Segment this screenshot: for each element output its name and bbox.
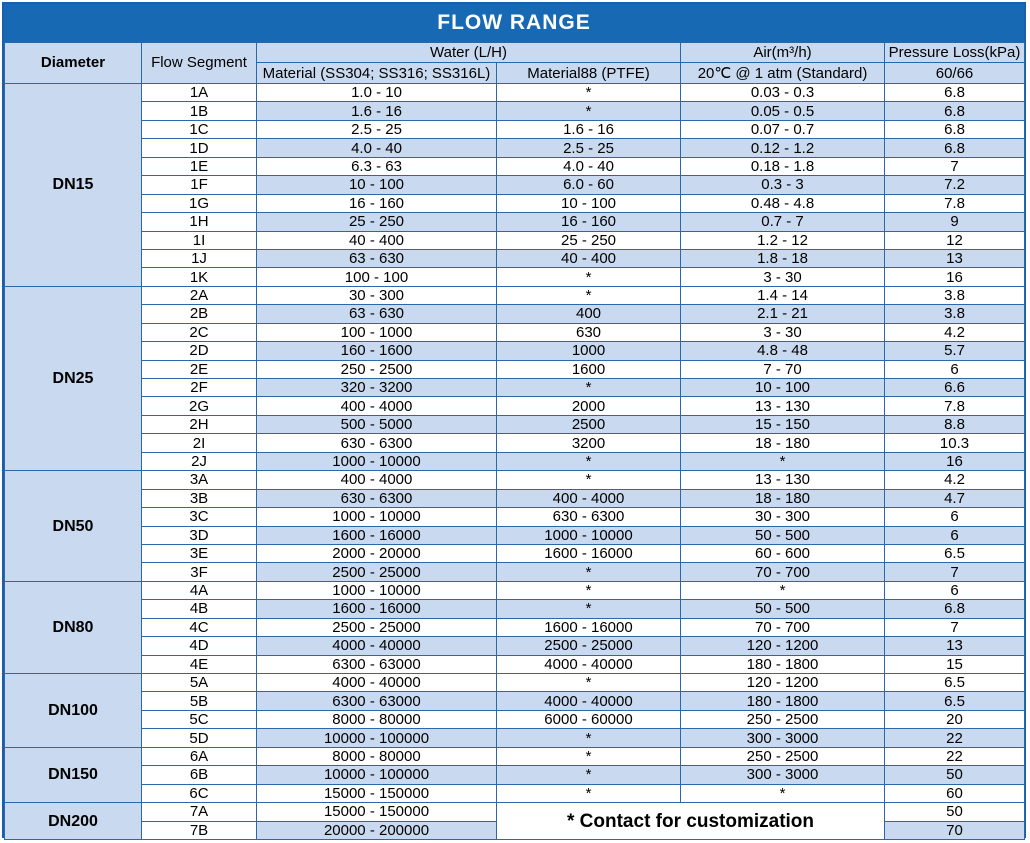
flow-segment-cell: 3B (142, 489, 257, 507)
water-ptfe-cell: 4.0 - 40 (497, 157, 681, 175)
water-steel-cell: 630 - 6300 (257, 489, 497, 507)
flow-segment-cell: 3E (142, 544, 257, 562)
pressure-loss-cell: 16 (885, 268, 1025, 286)
flow-segment-cell: 1G (142, 194, 257, 212)
air-cell: 0.12 - 1.2 (681, 139, 885, 157)
pressure-loss-cell: 6.6 (885, 379, 1025, 397)
pressure-loss-cell: 6 (885, 360, 1025, 378)
flow-range-table-panel (2, 2, 1026, 838)
water-steel-cell: 16 - 160 (257, 194, 497, 212)
header-air: Air(m³/h) (681, 43, 885, 63)
air-cell: 1.4 - 14 (681, 286, 885, 304)
pressure-loss-cell: 10.3 (885, 434, 1025, 452)
water-ptfe-cell: * (497, 268, 681, 286)
header-pressure-loss: Pressure Loss(kPa) (885, 43, 1025, 63)
air-cell: 4.8 - 48 (681, 342, 885, 360)
diameter-cell: DN80 (5, 581, 142, 673)
water-ptfe-cell: 400 - 4000 (497, 489, 681, 507)
flow-segment-cell: 2H (142, 415, 257, 433)
water-ptfe-cell: 3200 (497, 434, 681, 452)
pressure-loss-cell: 5.7 (885, 342, 1025, 360)
air-cell: 180 - 1800 (681, 655, 885, 673)
air-cell: 180 - 1800 (681, 692, 885, 710)
pressure-loss-cell: 13 (885, 249, 1025, 267)
table-row (5, 231, 1025, 249)
water-steel-cell: 8000 - 80000 (257, 747, 497, 765)
air-cell: 1.8 - 18 (681, 249, 885, 267)
air-cell: 13 - 130 (681, 471, 885, 489)
water-steel-cell: 10000 - 100000 (257, 729, 497, 747)
air-cell: 120 - 1200 (681, 637, 885, 655)
pressure-loss-cell: 4.2 (885, 323, 1025, 341)
water-ptfe-cell: 40 - 400 (497, 249, 681, 267)
diameter-cell: DN100 (5, 674, 142, 748)
water-ptfe-cell: 2.5 - 25 (497, 139, 681, 157)
water-steel-cell: 4000 - 40000 (257, 674, 497, 692)
water-steel-cell: 160 - 1600 (257, 342, 497, 360)
flow-segment-cell: 1C (142, 120, 257, 138)
water-steel-cell: 1.0 - 10 (257, 84, 497, 102)
water-steel-cell: 1000 - 10000 (257, 508, 497, 526)
table-row (5, 268, 1025, 286)
flow-segment-cell: 7A (142, 803, 257, 821)
flow-segment-cell: 1F (142, 176, 257, 194)
air-cell: 250 - 2500 (681, 710, 885, 728)
flow-segment-cell: 3F (142, 563, 257, 581)
air-cell: 7 - 70 (681, 360, 885, 378)
air-cell: 120 - 1200 (681, 674, 885, 692)
flow-segment-cell: 2D (142, 342, 257, 360)
water-ptfe-cell: 400 (497, 305, 681, 323)
air-cell: 3 - 30 (681, 268, 885, 286)
table-row (5, 544, 1025, 562)
pressure-loss-cell: 15 (885, 655, 1025, 673)
water-steel-cell: 2.5 - 25 (257, 120, 497, 138)
pressure-loss-cell: 7.8 (885, 397, 1025, 415)
air-cell: 13 - 130 (681, 397, 885, 415)
water-steel-cell: 630 - 6300 (257, 434, 497, 452)
pressure-loss-cell: 6.5 (885, 544, 1025, 562)
pressure-loss-cell: 4.2 (885, 471, 1025, 489)
table-row (5, 120, 1025, 138)
table-row (5, 360, 1025, 378)
water-ptfe-cell: 1600 - 16000 (497, 544, 681, 562)
pressure-loss-cell: 60 (885, 784, 1025, 802)
table-row (5, 249, 1025, 267)
flow-segment-cell: 1I (142, 231, 257, 249)
flow-segment-cell: 4E (142, 655, 257, 673)
page-title: FLOW RANGE (4, 4, 1024, 42)
table-row (5, 747, 1025, 765)
pressure-loss-cell: 7 (885, 157, 1025, 175)
pressure-loss-cell: 6.5 (885, 692, 1025, 710)
water-ptfe-cell: * (497, 84, 681, 102)
flow-segment-cell: 2F (142, 379, 257, 397)
table-row (5, 102, 1025, 120)
water-steel-cell: 15000 - 150000 (257, 803, 497, 821)
pressure-loss-cell: 6.8 (885, 139, 1025, 157)
flow-segment-cell: 2E (142, 360, 257, 378)
flow-segment-cell: 2C (142, 323, 257, 341)
table-row (5, 452, 1025, 470)
table-row (5, 84, 1025, 102)
table-row (5, 415, 1025, 433)
air-cell: * (681, 452, 885, 470)
flow-segment-cell: 3C (142, 508, 257, 526)
water-steel-cell: 100 - 100 (257, 268, 497, 286)
air-cell: 250 - 2500 (681, 747, 885, 765)
water-ptfe-cell: * (497, 784, 681, 802)
diameter-cell: DN150 (5, 747, 142, 802)
flow-segment-cell: 6A (142, 747, 257, 765)
table-row (5, 710, 1025, 728)
air-cell: 30 - 300 (681, 508, 885, 526)
water-ptfe-cell: 2500 - 25000 (497, 637, 681, 655)
flow-segment-cell: 5C (142, 710, 257, 728)
diameter-cell: DN50 (5, 471, 142, 582)
diameter-cell: DN15 (5, 84, 142, 287)
customization-note: * Contact for customization (497, 803, 885, 840)
flow-segment-cell: 5A (142, 674, 257, 692)
flow-segment-cell: 2B (142, 305, 257, 323)
water-ptfe-cell: * (497, 729, 681, 747)
diameter-cell: DN25 (5, 286, 142, 470)
pressure-loss-cell: 7.2 (885, 176, 1025, 194)
water-steel-cell: 10000 - 100000 (257, 766, 497, 784)
water-ptfe-cell: 1600 (497, 360, 681, 378)
air-cell: 10 - 100 (681, 379, 885, 397)
water-steel-cell: 10 - 100 (257, 176, 497, 194)
pressure-loss-cell: 50 (885, 803, 1025, 821)
water-steel-cell: 4.0 - 40 (257, 139, 497, 157)
table-row (5, 803, 1025, 821)
water-steel-cell: 1000 - 10000 (257, 581, 497, 599)
flow-segment-cell: 1B (142, 102, 257, 120)
pressure-loss-cell: 6.8 (885, 102, 1025, 120)
water-steel-cell: 1600 - 16000 (257, 600, 497, 618)
flow-segment-cell: 4B (142, 600, 257, 618)
diameter-cell: DN200 (5, 803, 142, 840)
water-ptfe-cell: * (497, 452, 681, 470)
flow-segment-cell: 1H (142, 213, 257, 231)
pressure-loss-cell: 6 (885, 508, 1025, 526)
air-cell: 50 - 500 (681, 526, 885, 544)
header-water-material-ptfe: Material88 (PTFE) (497, 63, 681, 84)
table-row (5, 563, 1025, 581)
pressure-loss-cell: 8.8 (885, 415, 1025, 433)
header-diameter: Diameter (5, 43, 142, 84)
table-row (5, 176, 1025, 194)
pressure-loss-cell: 6 (885, 526, 1025, 544)
water-steel-cell: 6300 - 63000 (257, 655, 497, 673)
flow-segment-cell: 1K (142, 268, 257, 286)
flow-segment-cell: 6C (142, 784, 257, 802)
air-cell: 0.05 - 0.5 (681, 102, 885, 120)
water-steel-cell: 20000 - 200000 (257, 821, 497, 839)
flow-segment-cell: 1A (142, 84, 257, 102)
table-row (5, 655, 1025, 673)
water-ptfe-cell: 1600 - 16000 (497, 618, 681, 636)
pressure-loss-cell: 7 (885, 563, 1025, 581)
flow-segment-cell: 7B (142, 821, 257, 839)
table-row (5, 784, 1025, 802)
flow-segment-cell: 4C (142, 618, 257, 636)
air-cell: 60 - 600 (681, 544, 885, 562)
water-steel-cell: 250 - 2500 (257, 360, 497, 378)
water-ptfe-cell: * (497, 102, 681, 120)
pressure-loss-cell: 3.8 (885, 305, 1025, 323)
flow-segment-cell: 5D (142, 729, 257, 747)
air-cell: 15 - 150 (681, 415, 885, 433)
water-ptfe-cell: 4000 - 40000 (497, 692, 681, 710)
pressure-loss-cell: 22 (885, 747, 1025, 765)
air-cell: 1.2 - 12 (681, 231, 885, 249)
table-row (5, 729, 1025, 747)
flow-segment-cell: 1J (142, 249, 257, 267)
water-ptfe-cell: * (497, 766, 681, 784)
table-row (5, 766, 1025, 784)
air-cell: 70 - 700 (681, 618, 885, 636)
pressure-loss-cell: 9 (885, 213, 1025, 231)
header-water-material-steel: Material (SS304; SS316; SS316L) (257, 63, 497, 84)
table-row (5, 194, 1025, 212)
table-row (5, 489, 1025, 507)
water-steel-cell: 40 - 400 (257, 231, 497, 249)
pressure-loss-cell: 12 (885, 231, 1025, 249)
air-cell: 70 - 700 (681, 563, 885, 581)
table-row (5, 637, 1025, 655)
pressure-loss-cell: 22 (885, 729, 1025, 747)
water-ptfe-cell: * (497, 674, 681, 692)
water-steel-cell: 1000 - 10000 (257, 452, 497, 470)
water-steel-cell: 2500 - 25000 (257, 563, 497, 581)
table-row (5, 397, 1025, 415)
air-cell: * (681, 581, 885, 599)
water-ptfe-cell: 4000 - 40000 (497, 655, 681, 673)
table-row (5, 508, 1025, 526)
air-cell: 0.7 - 7 (681, 213, 885, 231)
header-pressure-sub: 60/66 (885, 63, 1025, 84)
water-ptfe-cell: 10 - 100 (497, 194, 681, 212)
pressure-loss-cell: 3.8 (885, 286, 1025, 304)
water-steel-cell: 400 - 4000 (257, 397, 497, 415)
table-row (5, 157, 1025, 175)
flow-range-table (4, 42, 1025, 840)
table-row (5, 692, 1025, 710)
header-air-conditions: 20℃ @ 1 atm (Standard) (681, 63, 885, 84)
flow-segment-cell: 3D (142, 526, 257, 544)
water-steel-cell: 2500 - 25000 (257, 618, 497, 636)
water-steel-cell: 2000 - 20000 (257, 544, 497, 562)
water-ptfe-cell: 1000 - 10000 (497, 526, 681, 544)
air-cell: 300 - 3000 (681, 729, 885, 747)
air-cell: * (681, 784, 885, 802)
table-row (5, 286, 1025, 304)
air-cell: 3 - 30 (681, 323, 885, 341)
water-ptfe-cell: 25 - 250 (497, 231, 681, 249)
water-steel-cell: 400 - 4000 (257, 471, 497, 489)
flow-segment-cell: 6B (142, 766, 257, 784)
water-ptfe-cell: * (497, 600, 681, 618)
table-row (5, 342, 1025, 360)
water-steel-cell: 6300 - 63000 (257, 692, 497, 710)
water-steel-cell: 500 - 5000 (257, 415, 497, 433)
flow-segment-cell: 2I (142, 434, 257, 452)
pressure-loss-cell: 6 (885, 581, 1025, 599)
table-body (5, 84, 1025, 840)
water-steel-cell: 100 - 1000 (257, 323, 497, 341)
pressure-loss-cell: 70 (885, 821, 1025, 839)
table-row (5, 600, 1025, 618)
flow-segment-cell: 2J (142, 452, 257, 470)
air-cell: 0.48 - 4.8 (681, 194, 885, 212)
water-ptfe-cell: 1.6 - 16 (497, 120, 681, 138)
flow-segment-cell: 4D (142, 637, 257, 655)
pressure-loss-cell: 6.8 (885, 120, 1025, 138)
table-row (5, 434, 1025, 452)
pressure-loss-cell: 13 (885, 637, 1025, 655)
pressure-loss-cell: 6.8 (885, 84, 1025, 102)
table-row (5, 618, 1025, 636)
water-steel-cell: 6.3 - 63 (257, 157, 497, 175)
water-ptfe-cell: * (497, 286, 681, 304)
water-ptfe-cell: * (497, 471, 681, 489)
air-cell: 300 - 3000 (681, 766, 885, 784)
water-steel-cell: 1600 - 16000 (257, 526, 497, 544)
flow-segment-cell: 3A (142, 471, 257, 489)
table-row (5, 213, 1025, 231)
flow-segment-cell: 1D (142, 139, 257, 157)
water-steel-cell: 63 - 630 (257, 249, 497, 267)
header-water: Water (L/H) (257, 43, 681, 63)
water-ptfe-cell: * (497, 747, 681, 765)
water-steel-cell: 63 - 630 (257, 305, 497, 323)
air-cell: 2.1 - 21 (681, 305, 885, 323)
water-steel-cell: 4000 - 40000 (257, 637, 497, 655)
water-ptfe-cell: * (497, 379, 681, 397)
air-cell: 18 - 180 (681, 434, 885, 452)
water-ptfe-cell: 630 (497, 323, 681, 341)
table-row (5, 581, 1025, 599)
air-cell: 0.18 - 1.8 (681, 157, 885, 175)
water-ptfe-cell: 2000 (497, 397, 681, 415)
pressure-loss-cell: 16 (885, 452, 1025, 470)
water-ptfe-cell: 6000 - 60000 (497, 710, 681, 728)
water-ptfe-cell: 1000 (497, 342, 681, 360)
flow-segment-cell: 1E (142, 157, 257, 175)
flow-segment-cell: 5B (142, 692, 257, 710)
table-row (5, 305, 1025, 323)
flow-segment-cell: 2A (142, 286, 257, 304)
water-steel-cell: 8000 - 80000 (257, 710, 497, 728)
water-steel-cell: 1.6 - 16 (257, 102, 497, 120)
pressure-loss-cell: 4.7 (885, 489, 1025, 507)
water-ptfe-cell: * (497, 563, 681, 581)
water-ptfe-cell: 6.0 - 60 (497, 176, 681, 194)
pressure-loss-cell: 7.8 (885, 194, 1025, 212)
air-cell: 18 - 180 (681, 489, 885, 507)
water-steel-cell: 25 - 250 (257, 213, 497, 231)
air-cell: 0.3 - 3 (681, 176, 885, 194)
pressure-loss-cell: 6.5 (885, 674, 1025, 692)
table-row (5, 526, 1025, 544)
water-ptfe-cell: 630 - 6300 (497, 508, 681, 526)
table-row (5, 139, 1025, 157)
table-row (5, 379, 1025, 397)
flow-segment-cell: 2G (142, 397, 257, 415)
air-cell: 50 - 500 (681, 600, 885, 618)
water-steel-cell: 320 - 3200 (257, 379, 497, 397)
air-cell: 0.03 - 0.3 (681, 84, 885, 102)
header-flow-segment: Flow Segment (142, 43, 257, 84)
water-steel-cell: 30 - 300 (257, 286, 497, 304)
water-ptfe-cell: * (497, 581, 681, 599)
pressure-loss-cell: 6.8 (885, 600, 1025, 618)
water-ptfe-cell: 2500 (497, 415, 681, 433)
water-ptfe-cell: 16 - 160 (497, 213, 681, 231)
water-steel-cell: 15000 - 150000 (257, 784, 497, 802)
pressure-loss-cell: 7 (885, 618, 1025, 636)
air-cell: 0.07 - 0.7 (681, 120, 885, 138)
pressure-loss-cell: 20 (885, 710, 1025, 728)
table-row (5, 674, 1025, 692)
table-row (5, 471, 1025, 489)
table-row (5, 323, 1025, 341)
flow-segment-cell: 4A (142, 581, 257, 599)
pressure-loss-cell: 50 (885, 766, 1025, 784)
